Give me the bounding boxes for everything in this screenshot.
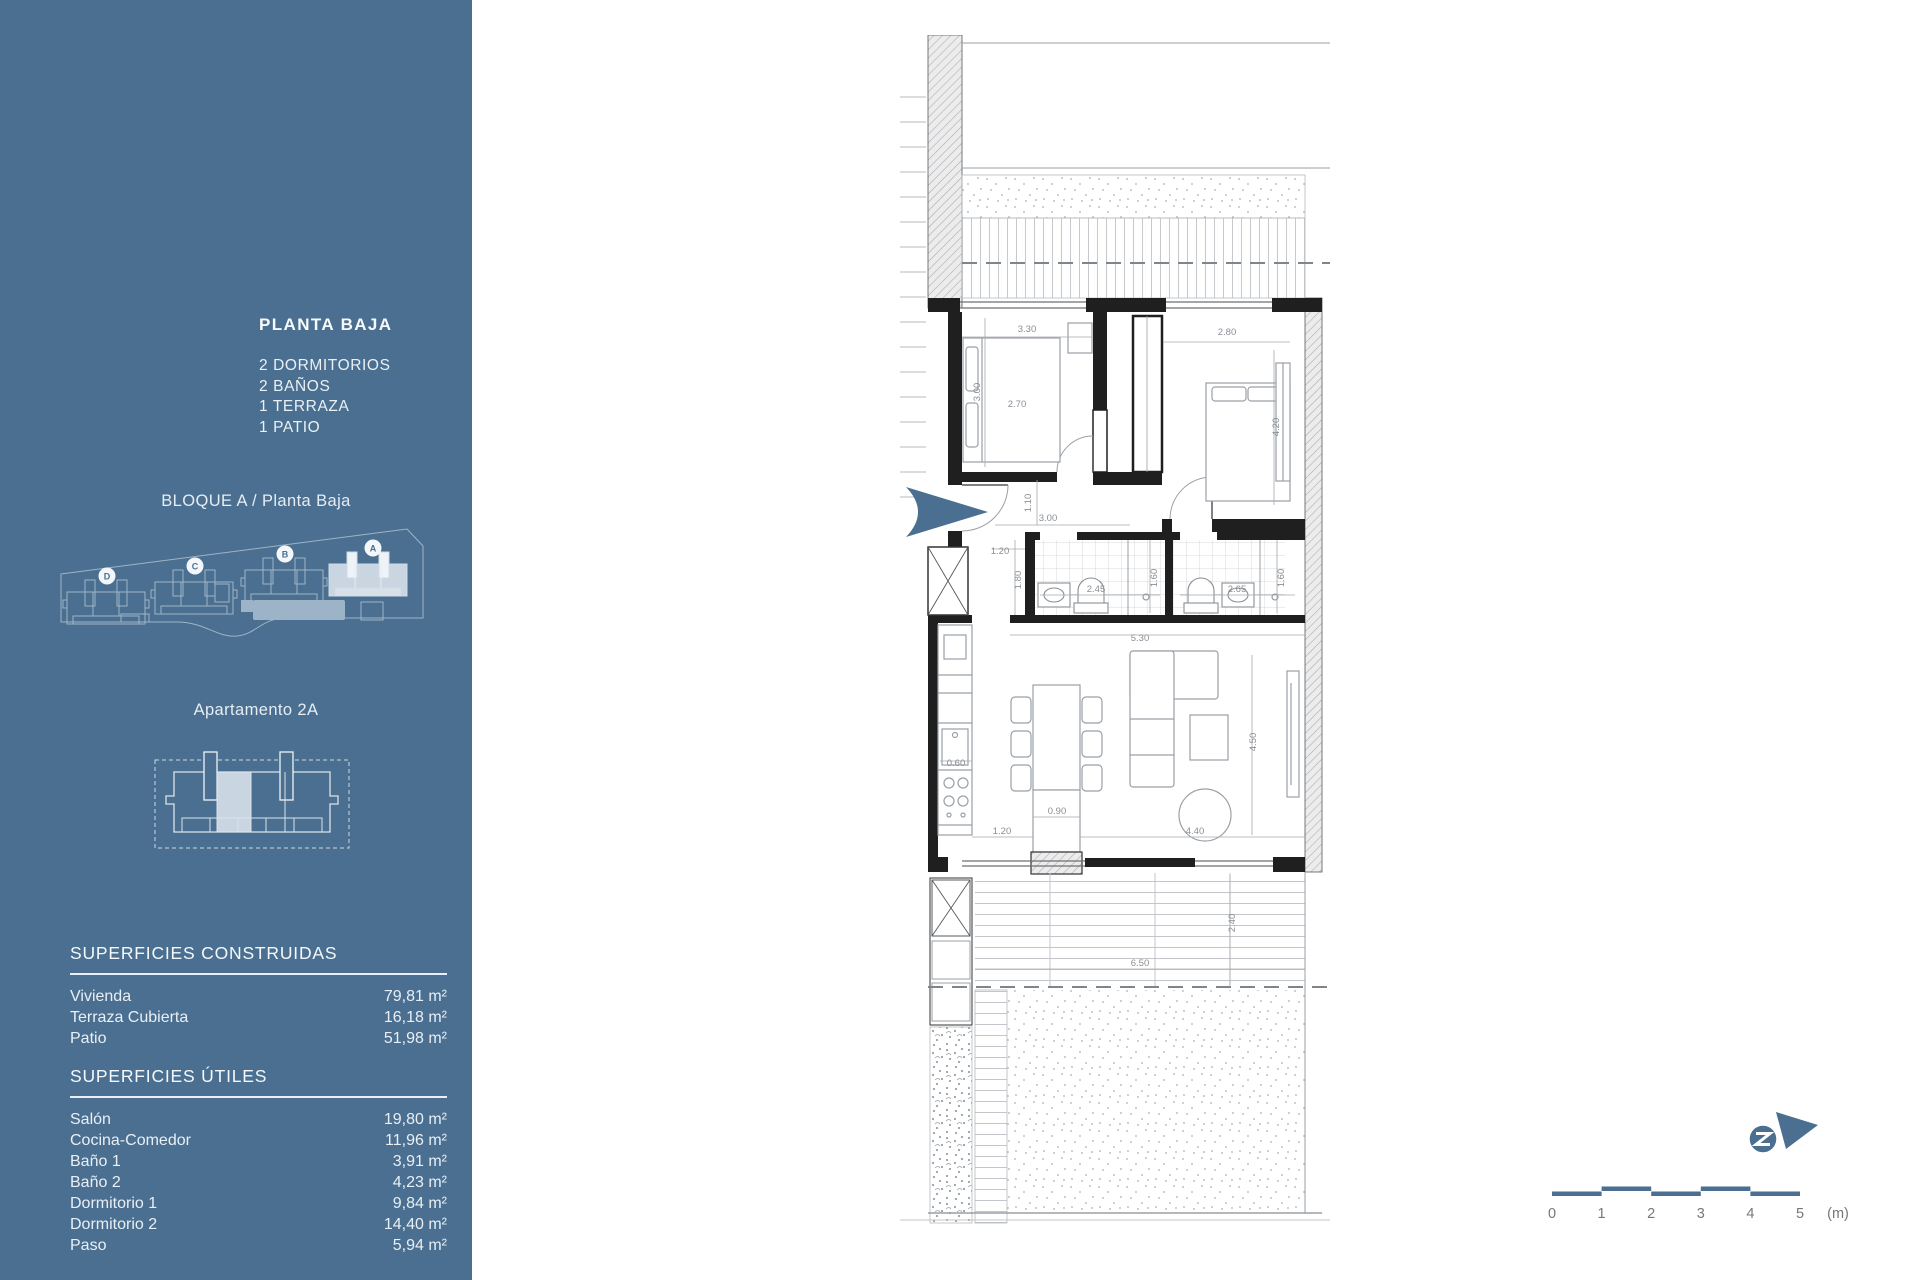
svg-text:4.50: 4.50: [1248, 732, 1259, 752]
row-label: Patio: [70, 1030, 107, 1047]
feature-patio: 1 PATIO: [259, 418, 321, 436]
badge-d: D: [103, 571, 111, 582]
built-areas-heading: SUPERFICIES CONSTRUIDAS: [70, 943, 447, 975]
light-well: [928, 547, 968, 615]
hall-wardrobe: [1133, 316, 1162, 472]
floor-plan: [900, 35, 1330, 1225]
svg-text:1.60: 1.60: [1276, 568, 1287, 588]
feature-bathrooms: 2 BAÑOS: [259, 377, 331, 395]
svg-text:1.10: 1.10: [1023, 493, 1034, 513]
badge-c: C: [191, 561, 199, 572]
svg-text:1.20: 1.20: [990, 546, 1010, 557]
floor-title: PLANTA BAJA: [259, 315, 393, 334]
site-plan-diagram: [55, 522, 447, 652]
table-row: [70, 986, 447, 1007]
row-value: 5,94 m²: [392, 1237, 447, 1254]
row-value: 51,98 m²: [383, 1030, 447, 1047]
row-label: Dormitorio 1: [70, 1195, 158, 1212]
svg-text:3.00: 3.00: [1038, 513, 1058, 524]
row-value: 14,40 m²: [383, 1216, 447, 1233]
site-pool: [253, 600, 345, 620]
table-row: [70, 1130, 447, 1151]
svg-text:0.60: 0.60: [946, 758, 966, 769]
dining-island: [1011, 685, 1102, 852]
row-value: 79,81 m²: [383, 988, 447, 1005]
row-label: Vivienda: [70, 988, 132, 1005]
svg-text:1.20: 1.20: [992, 826, 1012, 837]
scale-label-4: 4: [1746, 1206, 1755, 1222]
row-label: Baño 2: [70, 1174, 121, 1191]
svg-text:2.45: 2.45: [1086, 584, 1106, 595]
row-value: 4,23 m²: [392, 1174, 447, 1191]
svg-text:1.80: 1.80: [1013, 570, 1024, 590]
table-row: [70, 1151, 447, 1172]
patio-gravel: [1007, 990, 1305, 1213]
badge-b: B: [281, 549, 289, 560]
table-row: [70, 1235, 447, 1256]
table-row: [70, 1109, 447, 1130]
svg-text:3.30: 3.30: [1017, 324, 1037, 335]
svg-text:3.00: 3.00: [972, 382, 983, 402]
patio-path: [975, 990, 1007, 1223]
facade-wall-bottom: [928, 857, 1305, 872]
planting-strip: [962, 175, 1305, 218]
svg-text:0.90: 0.90: [1047, 806, 1067, 817]
svg-text:4.20: 4.20: [1271, 417, 1282, 437]
row-value: 11,96 m²: [385, 1132, 447, 1149]
feature-terrace: 1 TERRAZA: [259, 398, 350, 415]
unit-highlight: [217, 772, 251, 832]
scale-label-5: 5: [1795, 1206, 1805, 1222]
north-arrow-icon: [1742, 1102, 1826, 1164]
table-row: [70, 1028, 447, 1049]
row-label: Paso: [70, 1237, 107, 1254]
patio-planting: [930, 1027, 972, 1223]
exterior-wall-left-top: [928, 35, 962, 308]
scale-label-3: 3: [1696, 1206, 1705, 1222]
apartment-label: Apartamento 2A: [193, 701, 319, 719]
row-label: Baño 1: [70, 1153, 121, 1170]
table-row: [70, 1193, 447, 1214]
unit-locator-diagram: [152, 740, 352, 855]
usable-areas-table: [70, 1066, 447, 1256]
row-label: Dormitorio 2: [70, 1216, 158, 1233]
row-label: Salón: [70, 1111, 111, 1128]
info-sidebar: [0, 0, 472, 1280]
living-furniture: [1130, 651, 1299, 841]
scale-label-0: 0: [1548, 1206, 1557, 1222]
row-value: 3,91 m²: [392, 1153, 447, 1170]
row-label: Cocina-Comedor: [70, 1132, 191, 1149]
neighbour-deck-ticks: [900, 83, 926, 503]
row-value: 19,80 m²: [383, 1111, 447, 1128]
svg-text:6.50: 6.50: [1130, 958, 1150, 969]
terrace-deck: [975, 873, 1305, 987]
feature-bedrooms: 2 DORMITORIOS: [259, 357, 391, 374]
block-label: BLOQUE A / Planta Baja: [161, 492, 351, 510]
svg-text:2.65: 2.65: [1227, 584, 1247, 595]
svg-text:5.30: 5.30: [1130, 633, 1150, 644]
table-row: [70, 1172, 447, 1193]
feature-list: [259, 356, 391, 438]
scale-unit: (m): [1827, 1206, 1849, 1222]
svg-text:4.40: 4.40: [1185, 826, 1205, 837]
row-label: Terraza Cubierta: [70, 1009, 189, 1026]
table-row: [70, 1214, 447, 1235]
row-value: 16,18 m²: [383, 1009, 447, 1026]
svg-text:1.60: 1.60: [1149, 568, 1160, 588]
exterior-wall-right: [1305, 298, 1322, 872]
row-value: 9,84 m²: [392, 1195, 447, 1212]
scale-bar: [1548, 1183, 1920, 1229]
svg-text:2.40: 2.40: [1227, 913, 1238, 933]
facade-wall-top: [928, 298, 1322, 312]
outdoor-storage: [930, 878, 972, 1025]
svg-text:2.80: 2.80: [1217, 327, 1237, 338]
scale-label-1: 1: [1597, 1206, 1606, 1222]
built-areas-table: [70, 943, 447, 1049]
scale-label-2: 2: [1647, 1206, 1656, 1222]
svg-text:2.70: 2.70: [1007, 399, 1027, 410]
table-row: [70, 1007, 447, 1028]
pergola-deck: [962, 218, 1305, 298]
badge-a: A: [369, 543, 377, 554]
kitchen-counter: [938, 625, 972, 835]
usable-areas-heading: SUPERFICIES ÚTILES: [70, 1066, 447, 1098]
